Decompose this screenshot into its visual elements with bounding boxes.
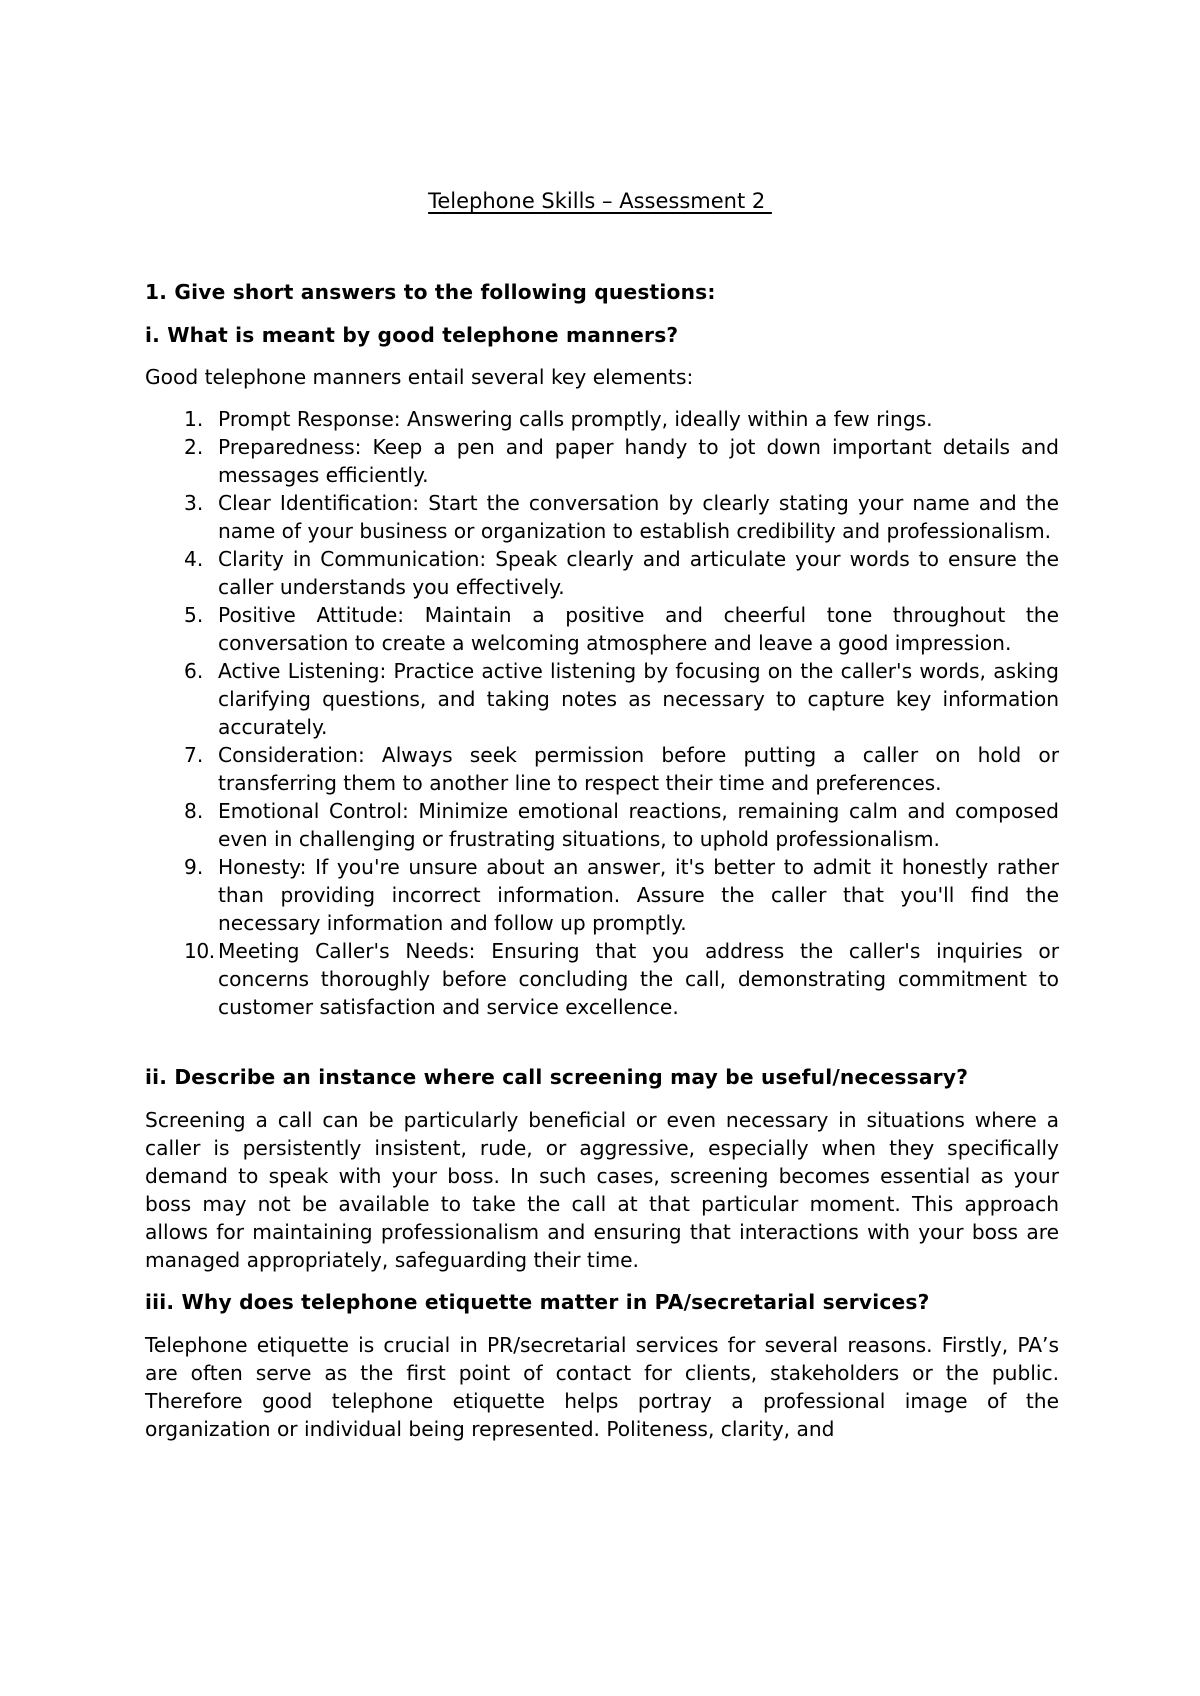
list-item-number: 8. <box>184 799 204 823</box>
list-item-text: Clear Identification: Start the conversation by clearly stating your name and the name of your business or organization to establish credibility and professionalism. <box>218 491 1059 543</box>
question-2-answer: Screening a call can be particularly beneficial or even necessary in situations where a caller is persistently insistent, rude, or aggressive, especially when they specifically demand to speak with your boss. In such cases, screening becomes essential as your boss may not be available to take the call at that particular moment. This approach allows for maintaining professionalism and ensuring that interactions with your boss are managed appropriately, safeguarding their time. <box>145 1108 1059 1272</box>
question-1-heading: i. What is meant by good telephone manners? <box>145 323 679 347</box>
list-item-text: Honesty: If you're unsure about an answer, it's better to admit it honestly rather than providing incorrect information. Assure the caller that you'll find the necessary information and follow up promptly. <box>218 855 1059 935</box>
question-3-answer: Telephone etiquette is crucial in PR/secretarial services for several reasons. Firstly, PA’s are often serve as the first point of contact for clients, stakeholders or the public. Therefore good telephone etiquette helps portray a professional image of the organization or individual being represented. Politeness, clarity, and <box>145 1333 1059 1441</box>
list-item <box>145 545 1059 601</box>
list-item <box>145 853 1059 937</box>
list-item-text: Preparedness: Keep a pen and paper handy to jot down important details and messages efficiently. <box>218 435 1059 487</box>
list-item <box>145 405 1059 433</box>
list-item <box>145 657 1059 741</box>
list-item <box>145 433 1059 489</box>
list-item-number: 5. <box>184 603 204 627</box>
list-item <box>145 489 1059 545</box>
question-2-heading: ii. Describe an instance where call screening may be useful/necessary? <box>145 1065 969 1089</box>
list-item-number: 2. <box>184 435 204 459</box>
question-3-heading: iii. Why does telephone etiquette matter in PA/secretarial services? <box>145 1290 930 1314</box>
list-item <box>145 937 1059 1021</box>
list-item-text: Active Listening: Practice active listening by focusing on the caller's words, asking clarifying questions, and taking notes as necessary to capture key information accurately. <box>218 659 1059 739</box>
list-item-number: 3. <box>184 491 204 515</box>
list-item-number: 1. <box>184 407 204 431</box>
main-question-heading: 1. Give short answers to the following questions: <box>145 280 716 304</box>
list-item-text: Positive Attitude: Maintain a positive and cheerful tone throughout the conversation to create a welcoming atmosphere and leave a good impression. <box>218 603 1059 655</box>
list-item <box>145 601 1059 657</box>
list-item-text: Clarity in Communication: Speak clearly and articulate your words to ensure the caller understands you effectively. <box>218 547 1059 599</box>
document-body <box>145 278 1059 1443</box>
list-item-number: 10. <box>184 939 215 963</box>
list-item-text: Emotional Control: Minimize emotional reactions, remaining calm and composed even in challenging or frustrating situations, to uphold professionalism. <box>218 799 1059 851</box>
list-item-text: Prompt Response: Answering calls promptly, ideally within a few rings. <box>218 407 933 431</box>
list-item-number: 7. <box>184 743 204 767</box>
list-item <box>145 741 1059 797</box>
document-title: Telephone Skills – Assessment 2 <box>428 189 772 213</box>
question-1-intro: Good telephone manners entail several key elements: <box>145 365 694 389</box>
list-item-text: Meeting Caller's Needs: Ensuring that you address the caller's inquiries or concerns thoroughly before concluding the call, demonstrating commitment to customer satisfaction and service excellence. <box>218 939 1059 1019</box>
list-item-number: 6. <box>184 659 204 683</box>
list-item <box>145 797 1059 853</box>
list-item-number: 4. <box>184 547 204 571</box>
list-item-text: Consideration: Always seek permission before putting a caller on hold or transferring them to another line to respect their time and preferences. <box>218 743 1059 795</box>
list-item-number: 9. <box>184 855 204 879</box>
telephone-manners-list <box>145 405 1059 1021</box>
section-spacer <box>145 1021 1059 1063</box>
